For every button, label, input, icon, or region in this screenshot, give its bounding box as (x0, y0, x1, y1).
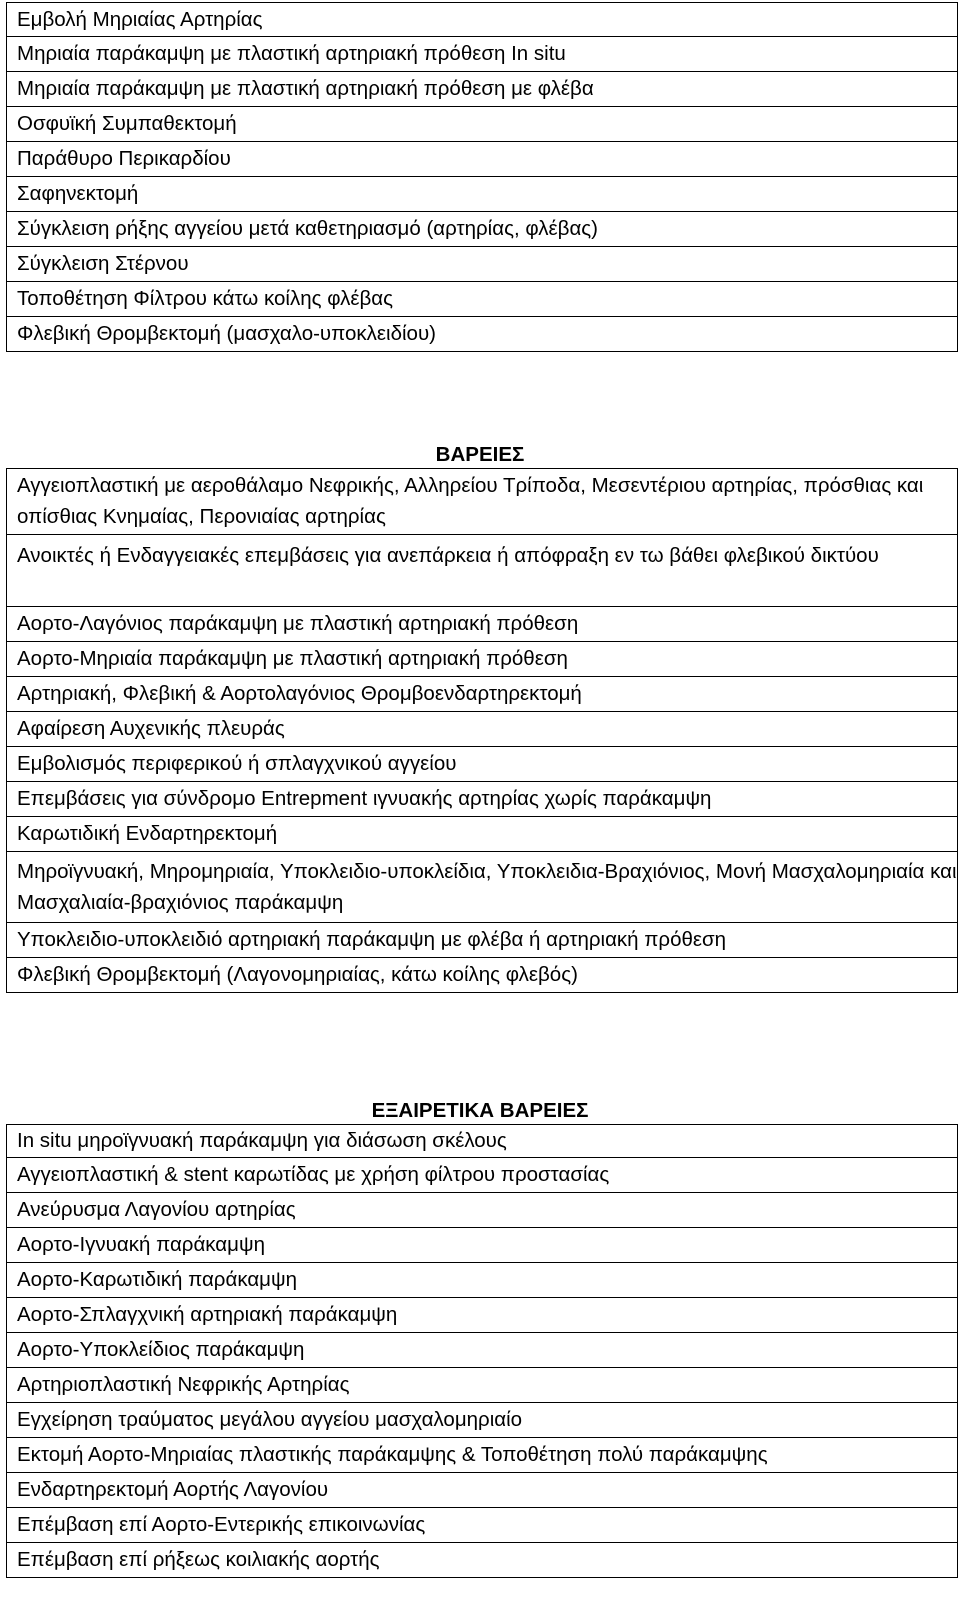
procedure-cell: Αγγειοπλαστική & stent καρωτίδας με χρήση φίλτρου προστασίας (7, 1158, 958, 1193)
table-row (7, 317, 958, 352)
table-row (7, 817, 958, 852)
procedure-cell: Οσφυϊκή Συμπαθεκτομή (7, 107, 958, 142)
procedure-cell: Αορτο-Υποκλείδιος παράκαμψη (7, 1333, 958, 1368)
procedure-cell: Τοποθέτηση Φίλτρου κάτω κοίλης φλέβας (7, 282, 958, 317)
section-heading-very-severe: ΕΞΑΙΡΕΤΙΚΑ ΒΑΡΕΙΕΣ (371, 1099, 589, 1122)
table-row (7, 1403, 958, 1438)
procedure-cell: Επέμβαση επί ρήξεως κοιλιακής αορτής (7, 1543, 958, 1578)
table-row (7, 958, 958, 993)
table-row (7, 37, 958, 72)
procedure-cell: Αρτηριοπλαστική Νεφρικής Αρτηρίας (7, 1368, 958, 1403)
table-row (7, 177, 958, 212)
table-row (7, 1368, 958, 1403)
procedure-cell: Μηριαία παράκαμψη με πλαστική αρτηριακή πρόθεση με φλέβα (7, 72, 958, 107)
table-row (7, 1333, 958, 1368)
table-row (7, 107, 958, 142)
procedure-cell: Επεμβάσεις για σύνδρομο Entrepment ιγνυακής αρτηρίας χωρίς παράκαμψη (7, 782, 958, 817)
table-row (7, 747, 958, 782)
table-row (7, 72, 958, 107)
procedure-cell: Εμβολή Μηριαίας Αρτηρίας (7, 3, 958, 37)
table-row (7, 247, 958, 282)
procedures-table-severe (6, 468, 958, 993)
table-row (7, 782, 958, 817)
procedure-cell: Καρωτιδική Ενδαρτηρεκτομή (7, 817, 958, 852)
table-row (7, 3, 958, 37)
procedure-cell: Φλεβική Θρομβεκτομή (μασχαλο-υποκλειδίου) (7, 317, 958, 352)
section-heading-severe: ΒΑΡΕΙΕΣ (435, 443, 525, 466)
procedure-cell: Αορτο-Μηριαία παράκαμψη με πλαστική αρτηριακή πρόθεση (7, 642, 958, 677)
table-row (7, 923, 958, 958)
procedure-cell: Ενδαρτηρεκτομή Αορτής Λαγονίου (7, 1473, 958, 1508)
table-row (7, 1473, 958, 1508)
procedure-cell: Παράθυρο Περικαρδίου (7, 142, 958, 177)
table-row (7, 1125, 958, 1158)
procedure-cell: Σύγκλειση Στέρνου (7, 247, 958, 282)
procedures-table-top (6, 2, 958, 352)
procedure-cell: Μηροϊγνυακή, Μηρομηριαία, Υποκλειδιο-υποκλείδια, Υποκλειδια-Βραχιόνιος, Μονή Μασχαλομηριαία και Μασχαλιαία-βραχιόνιος παράκαμψη (7, 852, 958, 923)
procedure-cell: Ανεύρυσμα Λαγονίου αρτηρίας (7, 1193, 958, 1228)
procedure-cell: Επέμβαση επί Αορτο-Εντερικής επικοινωνίας (7, 1508, 958, 1543)
table-row (7, 469, 958, 535)
procedure-cell: Αορτο-Ιγνυακή παράκαμψη (7, 1228, 958, 1263)
procedure-cell: Αορτο-Λαγόνιος παράκαμψη με πλαστική αρτηριακή πρόθεση (7, 607, 958, 642)
procedure-cell: Εγχείρηση τραύματος μεγάλου αγγείου μασχαλομηριαίο (7, 1403, 958, 1438)
procedure-cell: Μηριαία παράκαμψη με πλαστική αρτηριακή πρόθεση In situ (7, 37, 958, 72)
procedure-cell: In situ μηροϊγνυακή παράκαμψη για διάσωση σκέλους (7, 1125, 958, 1158)
procedure-cell: Αγγειοπλαστική με αεροθάλαμο Νεφρικής, Αλληρείου Τρίποδα, Μεσεντέριου αρτηρίας, πρόσθιας και οπίσθιας Κνημαίας, Περονιαίας αρτηρίας (7, 469, 958, 535)
procedure-cell: Σαφηνεκτομή (7, 177, 958, 212)
procedure-cell: Αορτο-Καρωτιδική παράκαμψη (7, 1263, 958, 1298)
procedure-cell: Αρτηριακή, Φλεβική & Αορτολαγόνιος Θρομβοενδαρτηρεκτομή (7, 677, 958, 712)
procedure-cell: Ανοικτές ή Ενδαγγειακές επεμβάσεις για ανεπάρκεια ή απόφραξη εν τω βάθει φλεβικού δικτύου (7, 535, 958, 607)
table-row (7, 852, 958, 923)
procedure-cell: Αφαίρεση Αυχενικής πλευράς (7, 712, 958, 747)
table-row (7, 712, 958, 747)
table-row (7, 535, 958, 607)
procedure-cell: Εμβολισμός περιφερικού ή σπλαγχνικού αγγείου (7, 747, 958, 782)
table-row (7, 1193, 958, 1228)
procedures-table-very-severe (6, 1124, 958, 1578)
table-row (7, 1438, 958, 1473)
procedure-cell: Σύγκλειση ρήξης αγγείου μετά καθετηριασμό (αρτηρίας, φλέβας) (7, 212, 958, 247)
table-row (7, 142, 958, 177)
table-row (7, 1508, 958, 1543)
procedure-cell: Αορτο-Σπλαγχνική αρτηριακή παράκαμψη (7, 1298, 958, 1333)
table-row (7, 212, 958, 247)
procedure-cell: Φλεβική Θρομβεκτομή (Λαγονομηριαίας, κάτω κοίλης φλεβός) (7, 958, 958, 993)
table-row (7, 1543, 958, 1578)
table-row (7, 1263, 958, 1298)
procedure-cell: Εκτομή Αορτο-Μηριαίας πλαστικής παράκαμψης & Τοποθέτηση πολύ παράκαμψης (7, 1438, 958, 1473)
table-row (7, 1158, 958, 1193)
table-row (7, 1298, 958, 1333)
table-row (7, 677, 958, 712)
procedure-cell: Υποκλειδιο-υποκλειδιό αρτηριακή παράκαμψη με φλέβα ή αρτηριακή πρόθεση (7, 923, 958, 958)
table-row (7, 642, 958, 677)
table-row (7, 607, 958, 642)
table-row (7, 282, 958, 317)
table-row (7, 1228, 958, 1263)
